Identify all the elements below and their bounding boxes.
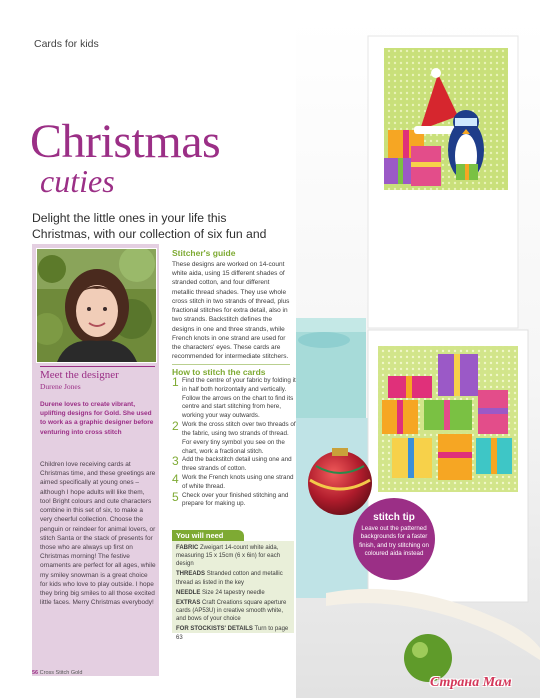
step-number: 2 bbox=[172, 419, 179, 434]
need-label: FOR STOCKISTS' DETAILS bbox=[176, 626, 253, 633]
how-to-steps bbox=[172, 377, 298, 509]
step-3 bbox=[172, 456, 298, 474]
stitch-tip-badge bbox=[353, 498, 435, 580]
how-to-heading: How to stitch the cards bbox=[172, 364, 290, 377]
need-item bbox=[176, 599, 290, 623]
need-label: THREADS bbox=[176, 571, 206, 578]
stitchers-guide-body: These designs are worked on 14-count white aida, using 15 different shades of stranded cotton, and four different metallic thread shades. They use whole cross stitch in two strands of thread, plus fractional stitches for extra detail, also in two strands. Backstitch defines the designs in one and three strands, while French knots in one strand are used for the characters' eyes. These cards are recommended for intermediate stitchers. bbox=[172, 261, 290, 361]
need-text: Stranded cotton and metallic thread as listed in the key bbox=[176, 571, 283, 586]
need-item bbox=[176, 625, 290, 641]
need-text: Size 24 tapestry needle bbox=[202, 589, 265, 596]
step-1 bbox=[172, 377, 298, 421]
designer-bio-bold: Durene loves to create vibrant, uplifting designs for Gold. She used to work as a graphic designer before venturing into cross stitch bbox=[40, 401, 154, 436]
need-text: Zweigart 14-count white aida, measuring 15 x 15cm (6 x 6in) for each design bbox=[176, 545, 281, 568]
step-text: Work the French knots using one strand of white thread. bbox=[182, 473, 294, 490]
step-4 bbox=[172, 471, 298, 492]
need-item bbox=[176, 589, 290, 597]
section-label: Cards for kids bbox=[34, 38, 99, 50]
stitch-tip-body: Leave out the patterned backgrounds for a faster finish, and try stitching on coloured aida instead bbox=[359, 525, 429, 558]
need-label: FABRIC bbox=[176, 545, 199, 551]
need-label: NEEDLE bbox=[176, 589, 201, 596]
need-text: Turn to page 63 bbox=[176, 626, 289, 641]
page-number: 56 bbox=[32, 670, 39, 676]
need-item bbox=[176, 570, 290, 586]
designer-bio: Children love receiving cards at Christmas time, and these greetings are aimed specifically at young ones – although I hope adults will like them, too! Bright colours and cute characters combine in this set of six, to make a very cheerful collection. Choose the penguin or reindeer for animal lovers, or stitch Santa or the stack of presents for those who are always up first on Christmas morning! The festive ornaments are perfect for all ages, while my smiley snowman is a great choice for kids who love to play outside. I hope they bring big smiles to all those excited little faces. Merry Christmas everybody! bbox=[40, 461, 156, 607]
you-will-need-box bbox=[172, 541, 294, 641]
stitchers-guide-heading: Stitcher's guide bbox=[172, 248, 236, 258]
cards-photograph bbox=[296, 18, 540, 698]
step-number: 5 bbox=[172, 489, 179, 504]
step-number: 4 bbox=[172, 471, 179, 486]
page-folio bbox=[32, 670, 82, 676]
designer-photo bbox=[36, 248, 157, 363]
stitch-tip-heading: stitch tip bbox=[373, 512, 415, 523]
designer-name: Durene Jones bbox=[40, 382, 81, 391]
step-number: 3 bbox=[172, 454, 179, 469]
step-text: Work the cross stitch over two threads of the fabric, using two strands of thread. For every tiny symbol you see on the chart, work a fractional stitch. bbox=[182, 421, 296, 455]
designer-heading-block bbox=[40, 366, 155, 391]
intro-text: Delight the little ones in your life this Christmas, with our collection of six fun and bbox=[32, 211, 267, 242]
need-label: EXTRAS bbox=[176, 599, 201, 606]
watermark bbox=[422, 666, 540, 696]
need-item bbox=[176, 544, 290, 568]
title-line-1: Christmas bbox=[30, 115, 221, 168]
designer-heading: Meet the designer bbox=[40, 369, 119, 381]
title-line-2: cuties bbox=[40, 163, 115, 199]
magazine-name: Cross Stitch Gold bbox=[39, 670, 83, 676]
step-2 bbox=[172, 421, 298, 456]
step-5 bbox=[172, 489, 298, 510]
you-will-need-heading: You will need bbox=[172, 530, 244, 541]
watermark-text: Страна Мам bbox=[430, 675, 512, 690]
step-text: Find the centre of your fabric by folding it in half both horizontally and vertically. Follow the arrows on the chart to find its centre and start stitching from here, working your way outwards. bbox=[182, 377, 296, 420]
need-text: Craft Creations square aperture cards (AP53U) in creative smooth white, and bows of your choice bbox=[176, 599, 287, 623]
step-number: 1 bbox=[172, 375, 179, 389]
step-text: Add the backstitch detail using one and three strands of cotton. bbox=[182, 456, 292, 473]
step-text: Check over your finished stitching and prepare for making up. bbox=[182, 491, 289, 508]
